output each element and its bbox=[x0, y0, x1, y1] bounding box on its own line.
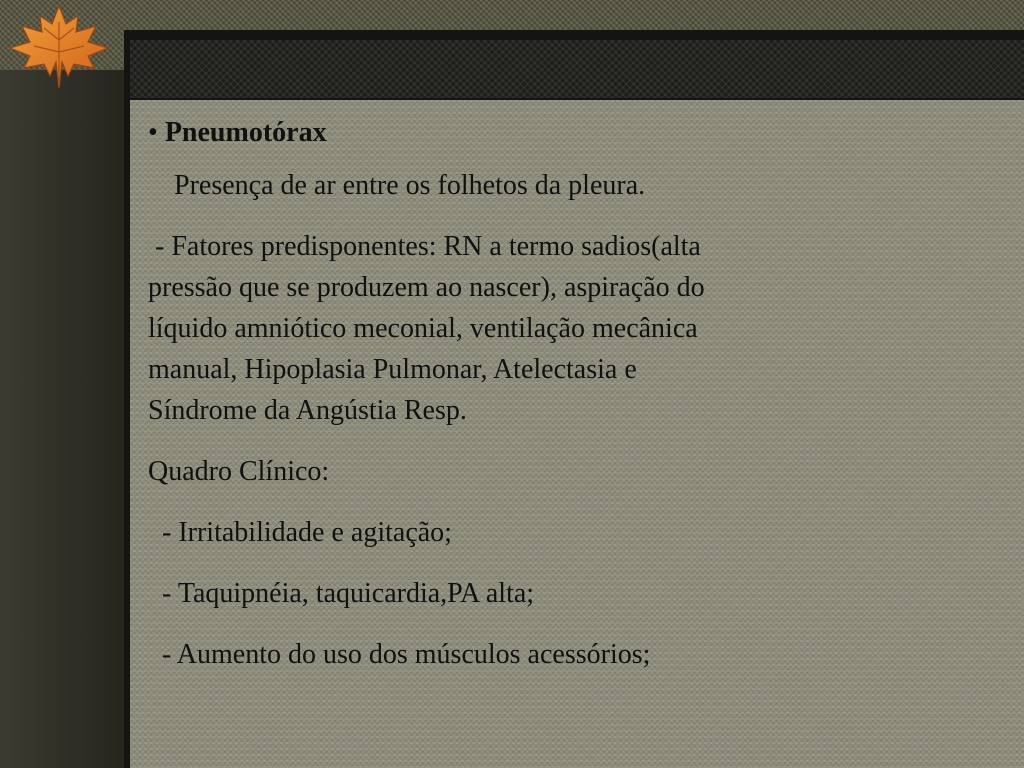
factors-line: manual, Hipoplasia Pulmonar, Atelectasia e bbox=[148, 354, 637, 385]
clinical-heading: Quadro Clínico: bbox=[148, 456, 330, 487]
factors-line: Síndrome da Angústia Resp. bbox=[148, 395, 467, 426]
factors-paragraph bbox=[148, 226, 848, 431]
left-decorative-pillar bbox=[0, 70, 124, 768]
factors-line: líquido amniótico meconial, ventilação mecânica bbox=[148, 313, 698, 344]
definition-text: Presença de ar entre os folhetos da pleura. bbox=[174, 170, 646, 201]
clinical-item: - Aumento do uso dos músculos acessórios; bbox=[162, 639, 651, 670]
bullet-heading-line bbox=[148, 112, 848, 153]
maple-leaf-icon bbox=[4, 2, 114, 92]
slide-body bbox=[148, 112, 848, 675]
clinical-item: - Irritabilidade e agitação; bbox=[162, 517, 452, 548]
bullet-heading: Pneumotórax bbox=[164, 117, 327, 148]
bullet-icon: • bbox=[148, 117, 158, 148]
clinical-item: - Taquipnéia, taquicardia,PA alta; bbox=[162, 578, 535, 609]
factors-line: pressão que se produzem ao nascer), aspiração do bbox=[148, 272, 705, 303]
factors-line: - Fatores predisponentes: RN a termo sadios(alta bbox=[148, 231, 701, 262]
title-band bbox=[130, 40, 1024, 98]
